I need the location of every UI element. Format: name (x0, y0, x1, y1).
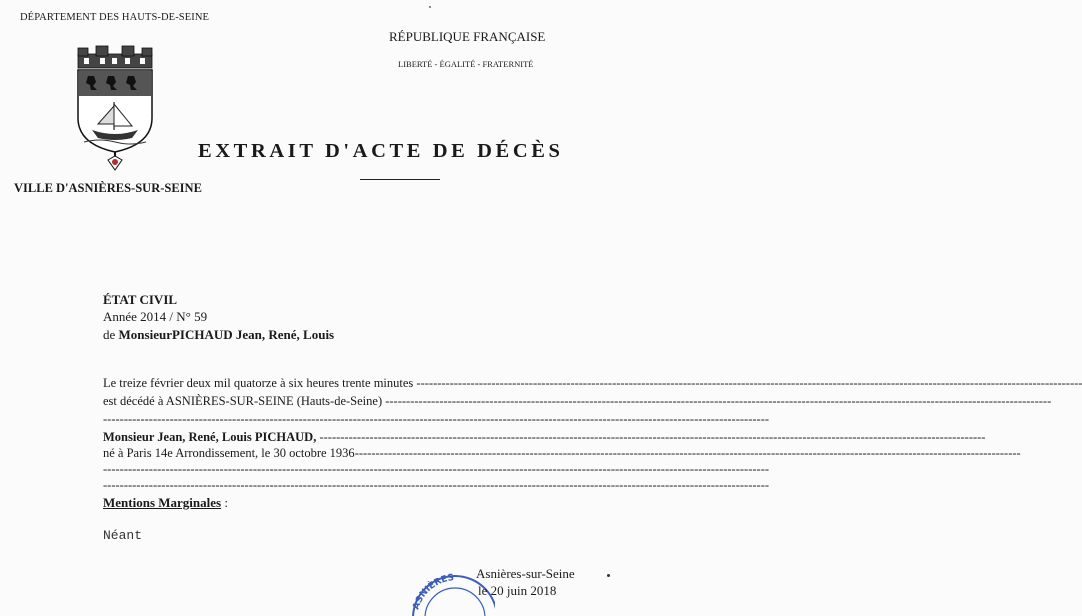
department-label: DÉPARTEMENT DES HAUTS-DE-SEINE (20, 12, 210, 23)
deceased-name-line (103, 430, 986, 445)
mentions-colon: : (221, 495, 228, 510)
filler-line (103, 412, 770, 427)
filler-dashes: ---------------------------------------------------------------------------------------------------------------------------------------------------------------- (416, 376, 1082, 390)
issue-date: le 20 juin 2018 (478, 583, 557, 598)
subject-prefix: de (103, 327, 119, 342)
republic-label: RÉPUBLIQUE FRANÇAISE (389, 29, 546, 44)
record-subject (103, 327, 334, 343)
death-place-line (103, 394, 1052, 409)
filler-dashes: ---------------------------------------------------------------------------------------------------------------------------------------------------------------- (103, 478, 770, 492)
section-label: ÉTAT CIVIL (103, 292, 178, 307)
death-place-text: est décédé à ASNIÈRES-SUR-SEINE (Hauts-de-Seine) (103, 394, 383, 408)
city-label: VILLE D'ASNIÈRES-SUR-SEINE (14, 181, 202, 195)
stamp-text: ASNIÈRES (411, 572, 455, 612)
deceased-name: Monsieur Jean, René, Louis PICHAUD, (103, 430, 317, 444)
death-date-line (103, 376, 1082, 391)
birth-line (103, 446, 1021, 461)
motto-label: LIBERTÉ - ÉGALITÉ - FRATERNITÉ (398, 59, 534, 69)
filler-dashes: ---------------------------------------------------------------------------------------------------------------------------------------------------------------- (103, 412, 770, 426)
filler-dashes: ---------------------------------------------------------------------------------------------------------------------------------------------------------------- (385, 394, 1052, 408)
birth-text: né à Paris 14e Arrondissement, le 30 octobre 1936 (103, 446, 355, 460)
issue-place: Asnières-sur-Seine (476, 566, 575, 581)
svg-text:ASNIÈRES (411, 573, 454, 611)
mentions-line (103, 495, 228, 511)
document-title: EXTRAIT D'ACTE DE DÉCÈS (198, 140, 564, 162)
speck (429, 6, 431, 8)
speck (607, 574, 610, 577)
coat-of-arms-icon (70, 46, 160, 170)
subject-name: MonsieurPICHAUD Jean, René, Louis (118, 327, 335, 342)
filler-dashes: ---------------------------------------------------------------------------------------------------------------------------------------------------------------- (103, 462, 770, 476)
filler-line (103, 462, 770, 477)
filler-dashes: ---------------------------------------------------------------------------------------------------------------------------------------------------------------- (319, 430, 986, 444)
mentions-label: Mentions Marginales (103, 495, 222, 510)
filler-line (103, 478, 770, 493)
title-divider (360, 179, 440, 180)
record-number: Année 2014 / N° 59 (103, 309, 208, 324)
death-date-text: Le treize février deux mil quatorze à six heures trente minutes (103, 376, 414, 390)
mentions-value: Néant (103, 528, 143, 543)
filler-dashes: ---------------------------------------------------------------------------------------------------------------------------------------------------------------- (354, 446, 1021, 460)
